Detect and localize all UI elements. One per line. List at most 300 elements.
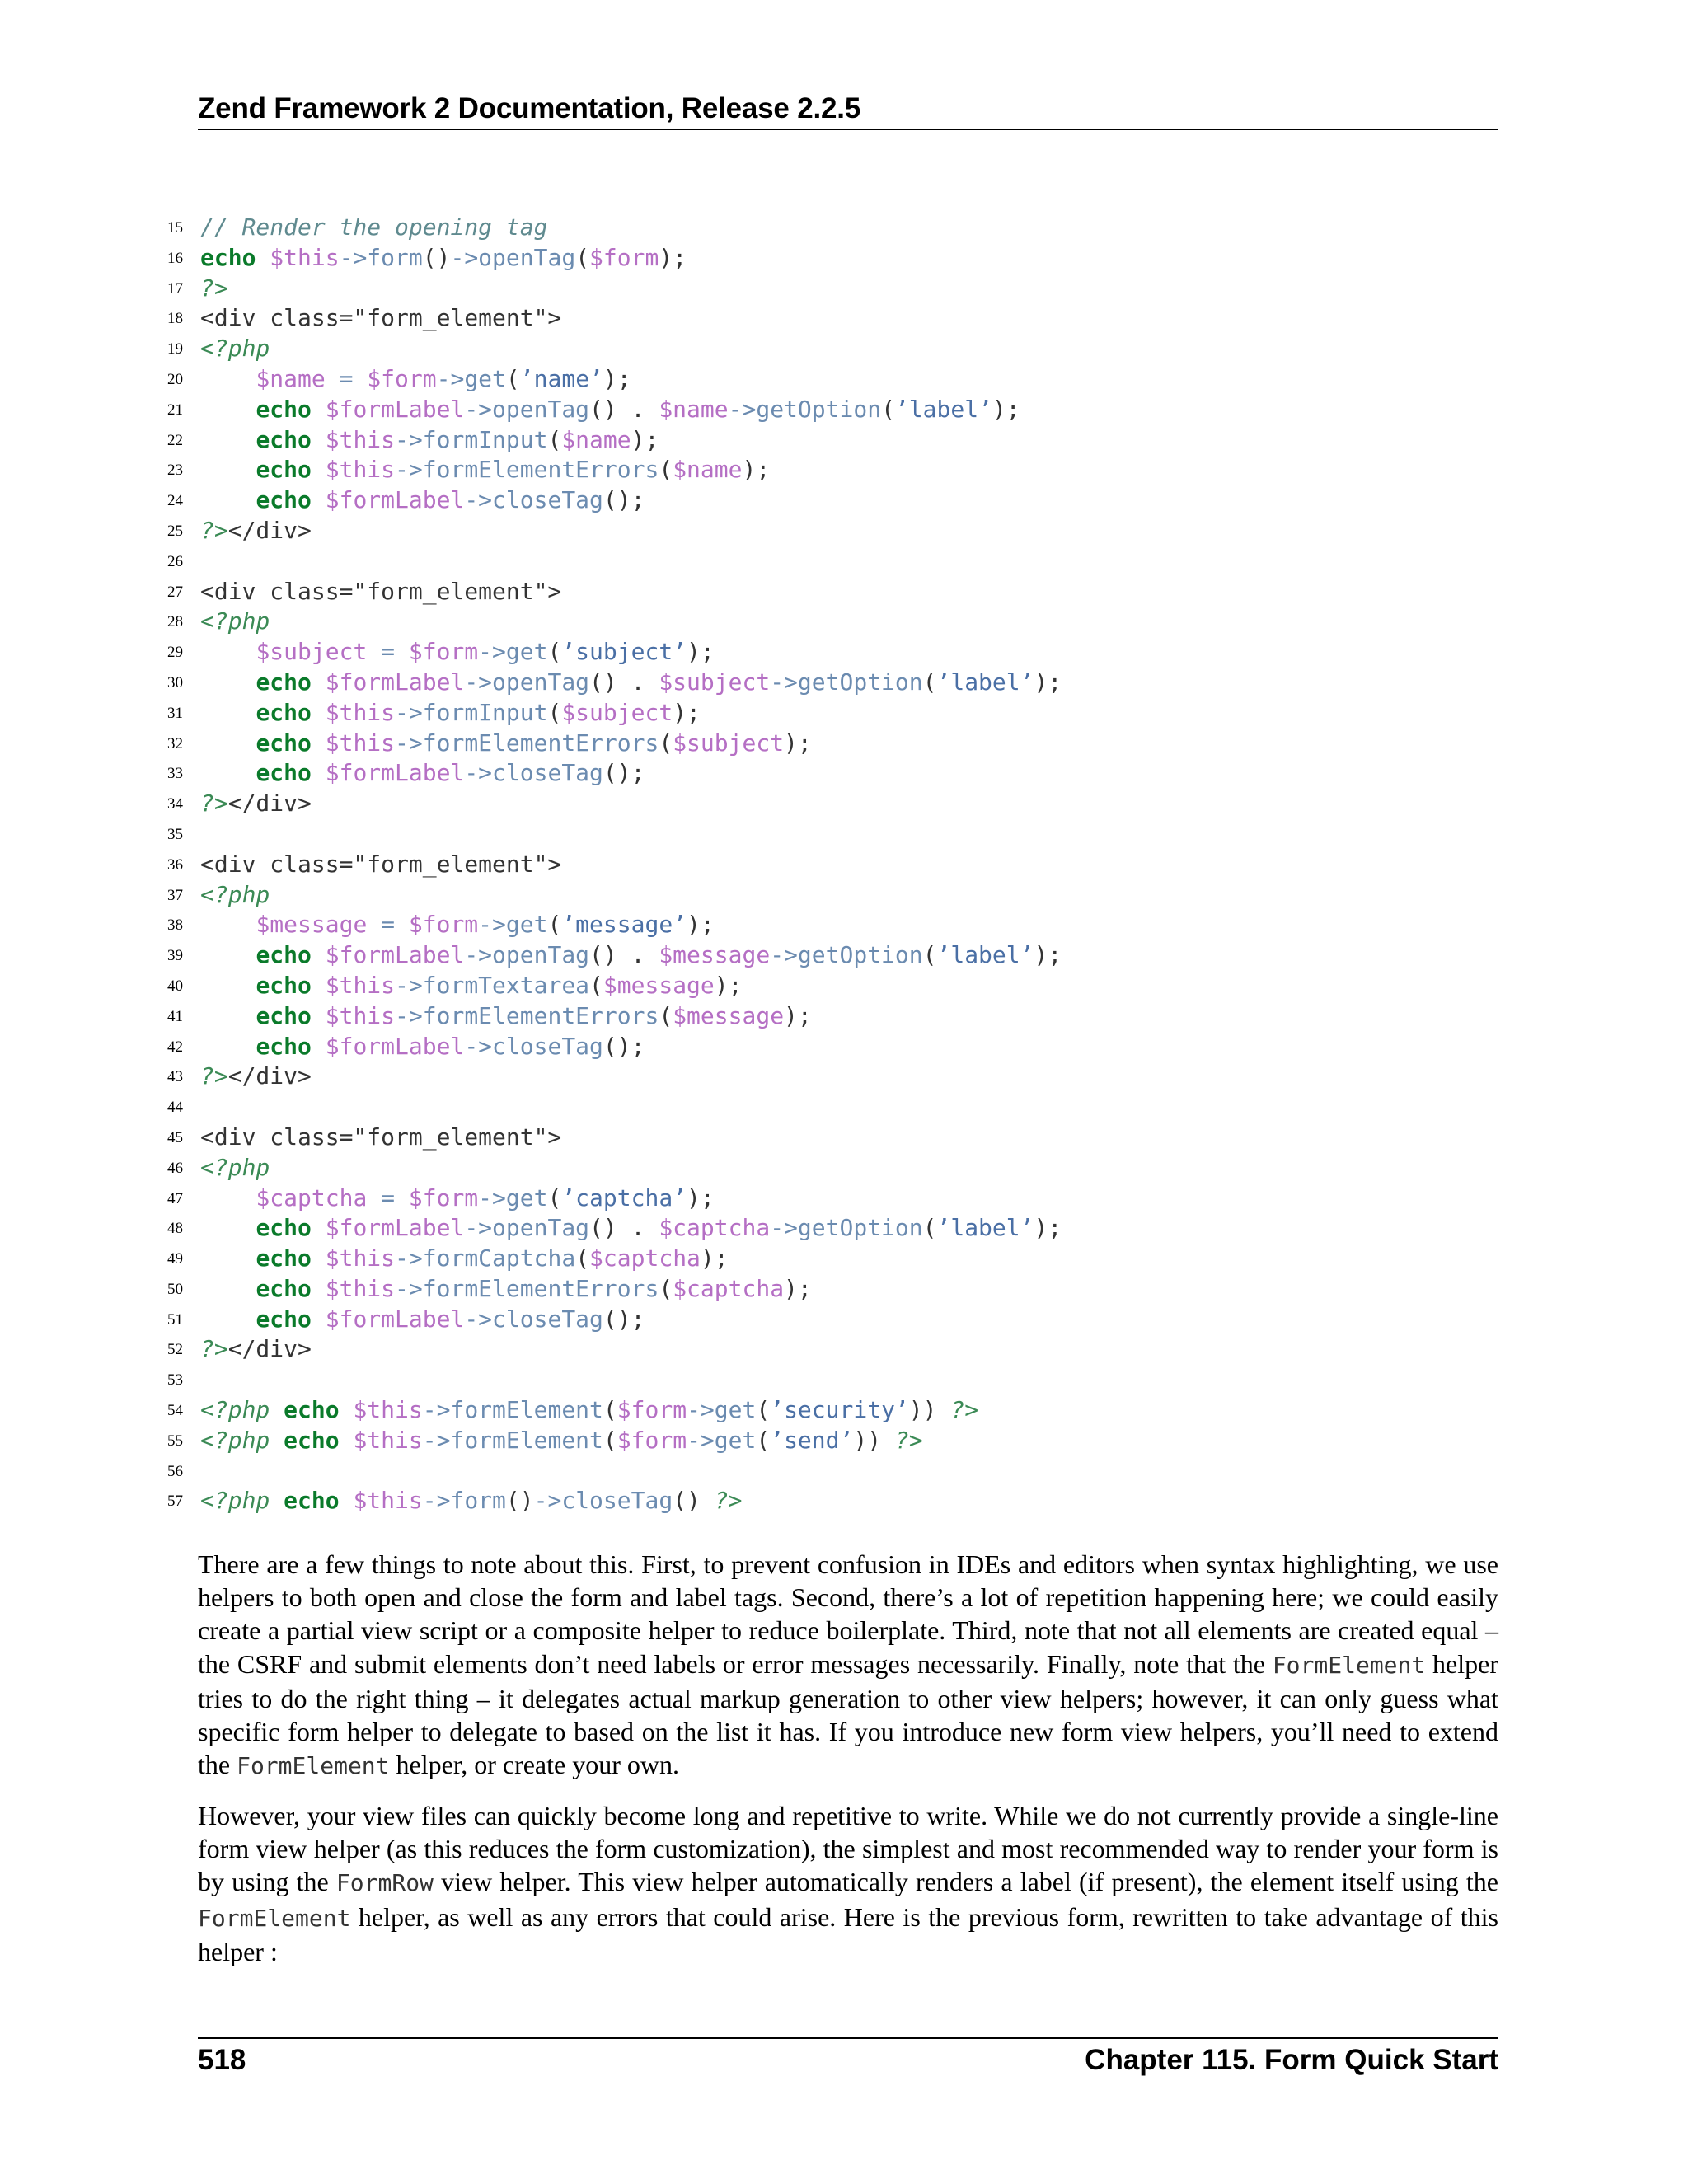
- line-number: 39: [167, 947, 183, 965]
- code-line: [132, 1456, 1500, 1487]
- code-token: ’label’: [936, 668, 1034, 696]
- code-line: [132, 1426, 1500, 1456]
- code-token: $captcha: [589, 1244, 701, 1272]
- code-token: echo: [256, 425, 312, 453]
- code-token: [312, 941, 326, 968]
- code-text: [200, 1062, 312, 1092]
- code-line: [132, 1486, 1500, 1516]
- code-token: $formLabel: [325, 941, 465, 969]
- code-token: $message: [673, 1001, 785, 1029]
- code-token: ->formTextarea: [395, 971, 590, 999]
- code-token: <?php: [200, 1396, 270, 1424]
- code-token: [200, 486, 256, 513]
- running-footer: [198, 2037, 1498, 2077]
- code-token: [353, 365, 367, 392]
- code-token: [200, 911, 256, 938]
- code-token: </div>: [227, 1062, 312, 1090]
- code-line: [132, 577, 1500, 607]
- line-number: 31: [167, 704, 183, 722]
- code-token: [312, 1244, 326, 1272]
- code-token: [200, 365, 256, 392]
- code-token: $captcha: [659, 1214, 771, 1242]
- code-token: ’captcha’: [561, 1183, 687, 1212]
- code-token: =: [381, 1183, 396, 1212]
- code-token: );: [603, 364, 631, 392]
- code-text: [200, 698, 701, 729]
- code-token: <div class="form_element">: [200, 850, 562, 878]
- code-text: [200, 729, 812, 759]
- code-token: [367, 1184, 381, 1212]
- code-token: ->closeTag: [464, 1305, 603, 1333]
- code-text: [200, 910, 715, 940]
- code-token: ->getOption: [728, 395, 882, 423]
- code-line: [132, 910, 1500, 940]
- code-token: ?>: [200, 1335, 228, 1363]
- code-token: [326, 365, 340, 392]
- line-number: 16: [167, 249, 183, 267]
- code-token: ->closeTag: [464, 486, 603, 514]
- code-text: [200, 1305, 645, 1335]
- code-token: echo: [284, 1396, 340, 1424]
- code-line: [132, 516, 1500, 546]
- code-token: ->closeTag: [464, 1032, 603, 1060]
- line-number: 43: [167, 1068, 183, 1086]
- paragraph-text: There are a few things to note about this. First, to prevent confusion in IDEs and editors when syntax highlighting, we use helpers to both open and close the form and label tags. Second, there’s a lot of repetition happening here; we could easily create a partial view script or a composite helper to reduce boilerplate. Third, note that not all elements are created equal – the CSRF and submit elements don’t need labels or error messages necessarily. Finally, note that the: [198, 1549, 1498, 1679]
- line-number: 50: [167, 1280, 183, 1298]
- inline-code: FormRow: [335, 1869, 434, 1897]
- code-line: [132, 1062, 1500, 1092]
- code-token: echo: [256, 941, 312, 969]
- code-token: ?>: [200, 790, 228, 818]
- code-token: (: [575, 243, 590, 271]
- code-token: ->formElement: [422, 1396, 603, 1424]
- code-text: [200, 1486, 743, 1516]
- code-token: echo: [256, 668, 312, 696]
- code-token: $subject: [673, 729, 785, 757]
- running-header: [198, 92, 1498, 130]
- code-line: [132, 274, 1500, 304]
- code-line: [132, 334, 1500, 364]
- code-token: ’label’: [936, 1214, 1034, 1242]
- code-token: ->formInput: [395, 425, 548, 453]
- code-token: (: [659, 729, 673, 757]
- code-token: $form: [408, 911, 479, 939]
- code-line: [132, 1032, 1500, 1062]
- code-line: [132, 455, 1500, 485]
- code-token: $form: [617, 1426, 687, 1454]
- line-number: 26: [167, 552, 183, 570]
- code-line: [132, 758, 1500, 789]
- code-token: [312, 396, 326, 423]
- code-token: (: [922, 1214, 937, 1242]
- code-token: );: [631, 425, 659, 453]
- code-token: ->closeTag: [533, 1487, 673, 1515]
- code-line: [132, 971, 1500, 1001]
- code-token: [395, 1184, 409, 1212]
- code-token: $name: [659, 395, 729, 423]
- code-token: [340, 1427, 354, 1454]
- code-token: $formLabel: [325, 1305, 465, 1333]
- code-token: echo: [256, 456, 312, 484]
- code-token: </div>: [227, 516, 312, 544]
- code-token: [312, 1033, 326, 1060]
- code-token: $formLabel: [325, 1214, 465, 1242]
- code-text: [200, 1334, 312, 1365]
- code-token: $this: [325, 971, 396, 999]
- code-token: echo: [256, 1214, 312, 1242]
- code-token: [200, 426, 256, 453]
- line-number: 40: [167, 977, 183, 995]
- code-token: $this: [353, 1487, 423, 1515]
- code-token: [312, 668, 326, 696]
- line-number: 56: [167, 1462, 183, 1480]
- code-token: );: [784, 1274, 812, 1302]
- code-token: $captcha: [673, 1274, 785, 1302]
- code-token: );: [742, 456, 771, 484]
- code-token: (: [505, 364, 520, 392]
- code-token: echo: [256, 486, 312, 514]
- header-title: Zend Framework 2 Documentation, Release 2.2.5: [198, 92, 861, 124]
- code-text: [200, 1213, 1062, 1244]
- paragraph-notes: [198, 1548, 1498, 1783]
- code-line: [132, 637, 1500, 668]
- code-token: [200, 759, 256, 786]
- code-token: ->form: [422, 1487, 506, 1515]
- code-token: ->formElementErrors: [395, 1274, 659, 1302]
- code-token: ();: [603, 1032, 645, 1060]
- code-token: [340, 1487, 354, 1514]
- line-number: 19: [167, 340, 183, 359]
- code-token: ->openTag: [464, 395, 590, 423]
- code-token: $formLabel: [325, 486, 465, 514]
- code-token: [256, 244, 270, 271]
- code-line: [132, 1305, 1500, 1335]
- code-text: [200, 303, 561, 334]
- line-number: 30: [167, 673, 183, 691]
- code-token: echo: [200, 243, 256, 271]
- code-token: <?php: [200, 335, 270, 363]
- code-token: $form: [408, 1183, 479, 1212]
- code-line: [132, 395, 1500, 425]
- code-token: echo: [284, 1487, 340, 1515]
- code-text: [200, 607, 270, 637]
- code-line: [132, 1153, 1500, 1183]
- code-token: [200, 638, 256, 665]
- code-token: (: [922, 668, 937, 696]
- line-number: 52: [167, 1341, 183, 1359]
- paragraph-text: However, your view files can quickly become long and repetitive to write. While we do not currently provide a single-line form view helper (as this reduces the form customization), the simplest and most recommended way to render your form is by using the: [198, 1801, 1498, 1897]
- code-line: [132, 1092, 1500, 1122]
- code-token: $this: [353, 1426, 423, 1454]
- code-line: [132, 698, 1500, 729]
- code-token: (: [659, 1001, 673, 1029]
- code-token: $message: [256, 911, 368, 939]
- page-number: 518: [198, 2044, 246, 2076]
- code-token: ->get: [478, 638, 548, 666]
- code-token: ’send’: [770, 1426, 854, 1454]
- code-text: [200, 516, 312, 546]
- code-token: (: [547, 911, 562, 939]
- code-text: [200, 668, 1062, 698]
- code-token: ->get: [687, 1396, 757, 1424]
- code-line: [132, 213, 1500, 243]
- line-number: 18: [167, 310, 183, 328]
- code-token: // Render the opening tag: [200, 213, 548, 241]
- code-text: [200, 577, 561, 607]
- line-number: 17: [167, 279, 183, 298]
- code-token: [200, 1244, 256, 1272]
- code-token: );: [687, 1183, 715, 1212]
- line-number: 45: [167, 1128, 183, 1146]
- line-number: 49: [167, 1250, 183, 1268]
- code-text: [200, 334, 270, 364]
- code-line: [132, 485, 1500, 516]
- code-text: [200, 637, 715, 668]
- line-number: 46: [167, 1159, 183, 1177]
- code-token: $this: [325, 1001, 396, 1029]
- code-token: [270, 1487, 284, 1514]
- code-token: [270, 1396, 284, 1423]
- code-token: );: [687, 911, 715, 939]
- code-line: [132, 1213, 1500, 1244]
- code-token: [200, 456, 256, 483]
- code-token: echo: [256, 1244, 312, 1272]
- code-token: echo: [256, 1305, 312, 1333]
- code-token: $name: [561, 425, 631, 453]
- code-text: [200, 425, 659, 456]
- code-token: ’security’: [770, 1396, 909, 1424]
- code-token: [312, 1305, 326, 1333]
- code-text: [200, 1153, 270, 1183]
- line-number: 22: [167, 431, 183, 449]
- inline-code: FormElement: [237, 1752, 390, 1780]
- line-number: 53: [167, 1371, 183, 1390]
- code-token: [270, 1427, 284, 1454]
- code-text: [200, 485, 645, 516]
- code-token: [312, 972, 326, 999]
- code-token: (: [756, 1426, 771, 1454]
- code-line: [132, 1274, 1500, 1305]
- line-number: 32: [167, 734, 183, 752]
- code-token: () .: [589, 941, 659, 969]
- code-token: </div>: [227, 1335, 312, 1363]
- line-number: 27: [167, 583, 183, 601]
- code-token: <div class="form_element">: [200, 1122, 562, 1151]
- code-token: );: [659, 243, 687, 271]
- code-line: [132, 880, 1500, 911]
- code-listing: [132, 213, 1500, 1516]
- code-line: [132, 1395, 1500, 1426]
- line-number: 47: [167, 1189, 183, 1207]
- code-token: [881, 1427, 895, 1454]
- code-text: [200, 455, 770, 485]
- code-token: <?php: [200, 1426, 270, 1454]
- code-token: [312, 456, 326, 483]
- code-token: $this: [325, 1274, 396, 1302]
- line-number: 42: [167, 1038, 183, 1056]
- line-number: 54: [167, 1402, 183, 1420]
- code-token: ->closeTag: [464, 759, 603, 787]
- code-token: );: [700, 1244, 729, 1272]
- code-line: [132, 1244, 1500, 1274]
- code-token: [200, 1275, 256, 1302]
- code-token: (: [659, 1274, 673, 1302]
- line-number: 51: [167, 1310, 183, 1329]
- code-token: (): [422, 243, 451, 271]
- code-token: $form: [367, 364, 437, 392]
- code-token: [200, 1033, 256, 1060]
- code-line: [132, 546, 1500, 577]
- code-text: [200, 364, 631, 395]
- code-token: () .: [589, 395, 659, 423]
- code-token: <?php: [200, 880, 270, 908]
- code-token: [312, 1214, 326, 1241]
- code-text: [200, 1244, 729, 1274]
- code-token: =: [381, 638, 396, 666]
- code-line: [132, 425, 1500, 456]
- code-token: [312, 486, 326, 513]
- code-token: echo: [256, 698, 312, 726]
- code-line: [132, 940, 1500, 971]
- code-token: ->formElementErrors: [395, 1001, 659, 1029]
- code-token: ->openTag: [464, 1214, 590, 1242]
- code-token: );: [1034, 1214, 1062, 1242]
- code-token: $message: [603, 971, 715, 999]
- code-token: echo: [284, 1426, 340, 1454]
- code-token: <?php: [200, 1487, 270, 1515]
- code-token: $formLabel: [325, 668, 465, 696]
- code-token: ->getOption: [770, 1214, 923, 1242]
- code-token: [200, 699, 256, 726]
- code-token: [312, 729, 326, 757]
- paragraph-text: helper tries to do the right thing – it delegates actual markup generation to other view helpers; however, it can only guess what specific form helper to delegate to based on the list it has. If you introduce new form view helpers, you’ll need to extend the: [198, 1648, 1499, 1780]
- code-token: );: [714, 971, 743, 999]
- code-token: ->openTag: [464, 941, 590, 969]
- line-number: 37: [167, 886, 183, 904]
- code-token: );: [1034, 941, 1062, 969]
- code-token: (): [673, 1487, 701, 1515]
- code-text: [200, 1122, 561, 1153]
- code-token: ->get: [478, 911, 548, 939]
- code-token: ->formElementErrors: [395, 456, 659, 484]
- code-token: $this: [353, 1396, 423, 1424]
- code-token: ->getOption: [770, 668, 923, 696]
- code-token: [937, 1396, 951, 1423]
- code-token: ?>: [200, 274, 228, 302]
- line-number: 34: [167, 795, 183, 813]
- code-token: [200, 668, 256, 696]
- chapter-title: Chapter 115. Form Quick Start: [1085, 2044, 1498, 2076]
- code-token: );: [784, 1001, 812, 1029]
- code-token: (: [547, 698, 562, 726]
- code-line: [132, 819, 1500, 850]
- code-token: $this: [325, 425, 396, 453]
- line-number: 25: [167, 522, 183, 540]
- code-token: $subject: [659, 668, 771, 696]
- code-token: ?>: [200, 1062, 228, 1090]
- code-token: ?>: [714, 1487, 743, 1515]
- code-line: [132, 789, 1500, 819]
- code-token: echo: [256, 1274, 312, 1302]
- code-token: [312, 699, 326, 726]
- code-token: )): [853, 1426, 882, 1454]
- code-token: $formLabel: [325, 395, 465, 423]
- code-line: [132, 1334, 1500, 1365]
- code-line: [132, 243, 1500, 274]
- code-token: );: [1034, 668, 1062, 696]
- code-token: $name: [673, 456, 743, 484]
- code-token: (: [659, 456, 673, 484]
- code-token: [200, 1184, 256, 1212]
- code-line: [132, 364, 1500, 395]
- code-token: [701, 1487, 715, 1514]
- code-token: ->formElement: [422, 1426, 603, 1454]
- code-token: [395, 911, 409, 938]
- code-line: [132, 850, 1500, 880]
- code-text: [200, 940, 1062, 971]
- code-token: $this: [270, 243, 340, 271]
- code-token: echo: [256, 971, 312, 999]
- code-token: ’label’: [894, 395, 992, 423]
- paragraph-text: view helper. This view helper automatically renders a label (if present), the element itself using the: [433, 1867, 1499, 1897]
- code-text: [200, 1032, 645, 1062]
- code-token: $form: [408, 638, 479, 666]
- code-token: ->get: [478, 1183, 548, 1212]
- code-token: ();: [603, 1305, 645, 1333]
- code-token: echo: [256, 759, 312, 787]
- code-token: ?>: [950, 1396, 979, 1424]
- code-token: [200, 1002, 256, 1029]
- code-token: =: [381, 911, 396, 939]
- code-token: ->formInput: [395, 698, 548, 726]
- code-token: [340, 1396, 354, 1423]
- code-token: (: [603, 1396, 617, 1424]
- code-token: (: [589, 971, 603, 999]
- code-token: )): [908, 1396, 937, 1424]
- code-token: [367, 638, 381, 665]
- code-token: ->get: [436, 364, 506, 392]
- code-token: <div class="form_element">: [200, 304, 562, 332]
- code-token: (: [881, 395, 895, 423]
- line-number: 28: [167, 613, 183, 631]
- code-token: ->formElementErrors: [395, 729, 659, 757]
- line-number: 55: [167, 1432, 183, 1450]
- line-number: 44: [167, 1099, 183, 1117]
- code-token: $subject: [256, 638, 368, 666]
- code-line: [132, 607, 1500, 637]
- code-token: [312, 1275, 326, 1302]
- code-line: [132, 729, 1500, 759]
- code-token: [200, 941, 256, 968]
- code-token: $form: [617, 1396, 687, 1424]
- code-token: echo: [256, 395, 312, 423]
- code-token: $subject: [561, 698, 673, 726]
- code-token: ->formCaptcha: [395, 1244, 576, 1272]
- code-token: (: [575, 1244, 590, 1272]
- code-text: [200, 213, 547, 243]
- code-token: <?php: [200, 1153, 270, 1181]
- line-number: 35: [167, 825, 183, 843]
- code-token: [200, 1305, 256, 1333]
- code-token: $message: [659, 941, 771, 969]
- code-token: [200, 972, 256, 999]
- code-token: ’label’: [936, 941, 1034, 969]
- line-number: 29: [167, 644, 183, 662]
- paragraph-text: helper, as well as any errors that could arise. Here is the previous form, rewritten to take advantage of this helper :: [198, 1901, 1498, 1966]
- code-token: echo: [256, 729, 312, 757]
- code-text: [200, 274, 228, 304]
- code-token: [200, 396, 256, 423]
